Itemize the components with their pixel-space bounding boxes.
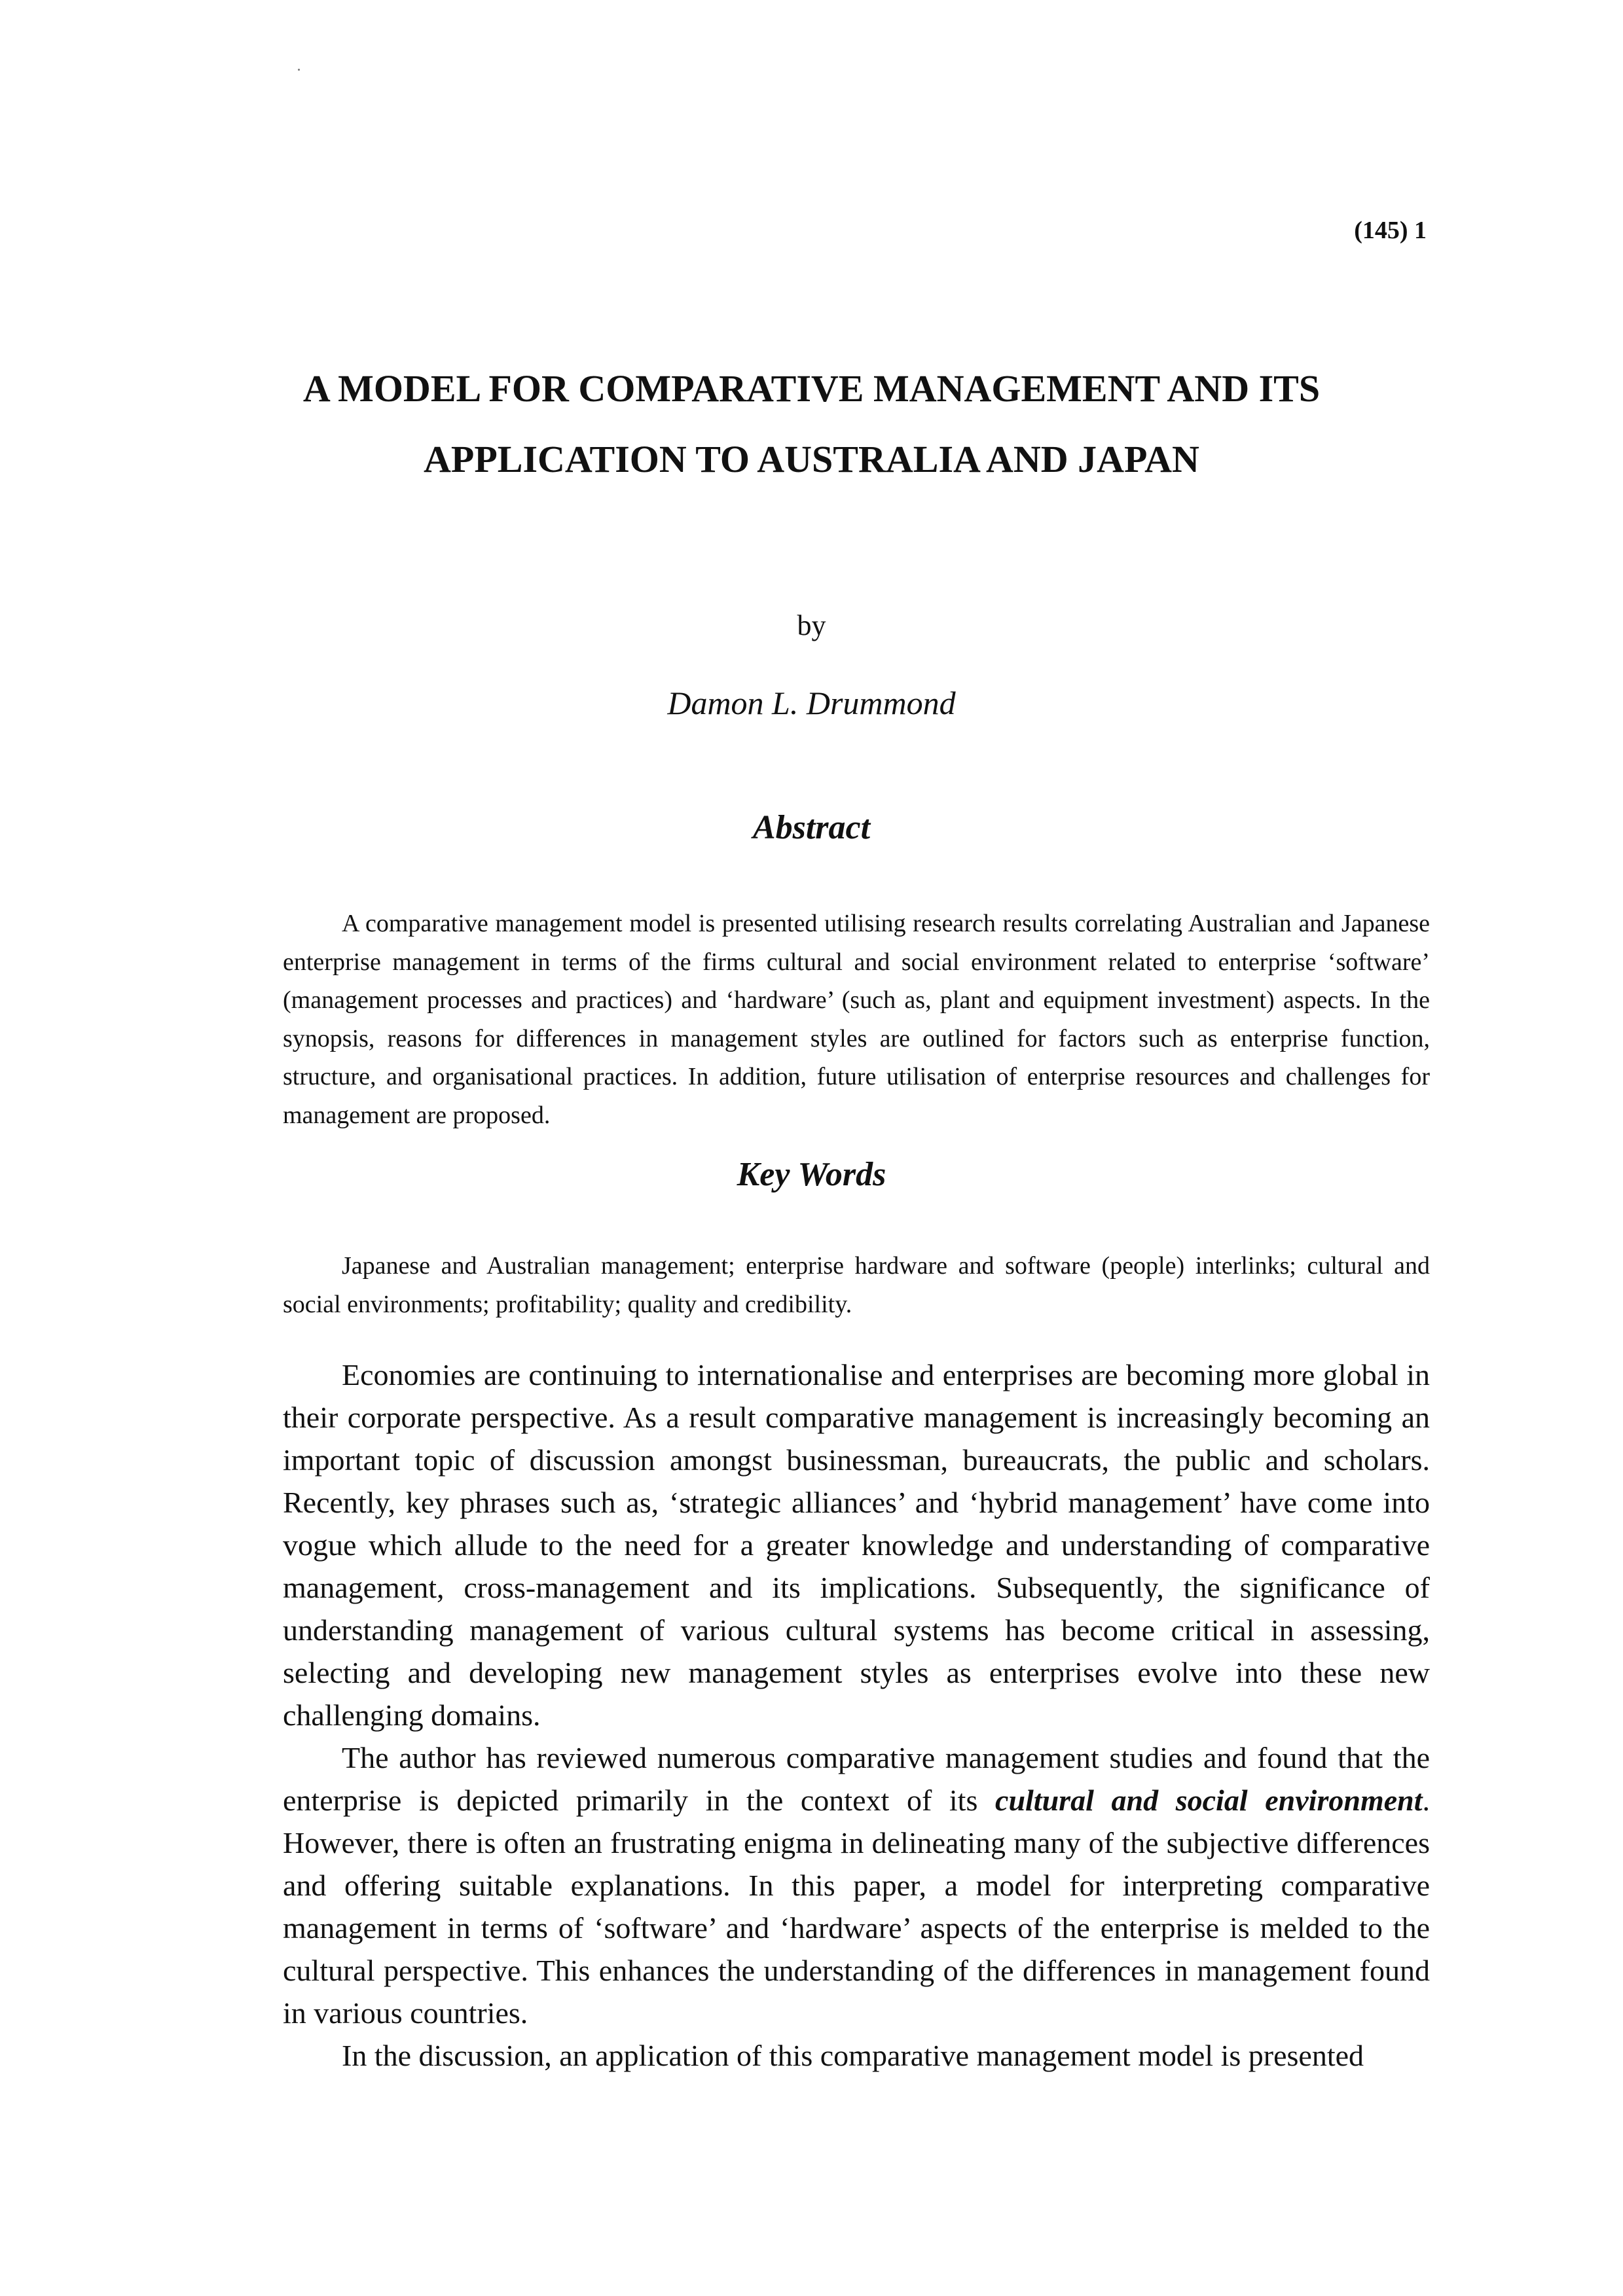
body-paragraph-3: In the discussion, an application of this comparative management model is presented [342, 2039, 1364, 2072]
body-paragraph-2-end: . However, there is often an frustrating enigma in delineating many of the subjective differences and offering suitable explanations. In this paper, a model for interpreting comparative management in terms of ‘software’ and ‘hardware’ aspects of the enterprise is melded to the cultural perspective. This enhances the understanding of the differences in management found in various countries. [283, 1784, 1431, 2030]
body-paragraph-2 [283, 1736, 1430, 2034]
abstract-text: A comparative management model is presented utilising research results correlating Australian and Japanese enterprise management in terms of the firms cultural and social environment related to enterprise ‘software’ (management processes and practices) and ‘hardware’ (such as, plant and equipment investment) aspects. In the synopsis, reasons for differences in management styles are outlined for factors such as enterprise function, structure, and organisational practices. In addition, future utilisation of enterprise resources and challenges for management are proposed. [283, 910, 1430, 1129]
author-name: Damon L. Drummond [667, 685, 956, 721]
body-paragraph-2-start: The author has reviewed numerous comparative management studies and found that the enterprise is depicted primarily in the context of its [283, 1741, 1430, 1817]
keywords-text: Japanese and Australian management; enterprise hardware and software (people) interlinks; cultural and social environments; profitability; quality and credibility. [283, 1252, 1430, 1318]
keywords-body [283, 1247, 1430, 1323]
body-text [283, 1354, 1430, 2077]
body-paragraph-1: Economies are continuing to internationalise and enterprises are becoming more global in their corporate perspective. As a result comparative management is increasingly becoming an important topic of discussion amongst businessman, bureaucrats, the public and scholars. Recently, key phrases such as, ‘strategic alliances’ and ‘hybrid management’ have come into vogue which allude to the need for a greater knowledge and understanding of comparative management, cross-management and its implications. Subsequently, the significance of understanding management of various cultural systems has become critical in assessing, selecting and developing new management styles as enterprises evolve into these new challenging domains. [283, 1358, 1430, 1732]
page-number: (145) 1 [1354, 217, 1427, 244]
title-line-2: APPLICATION TO AUSTRALIA AND JAPAN [424, 438, 1199, 480]
abstract-heading: Abstract [752, 809, 871, 846]
emphasis-cultural-social-environment: cultural and social environment [995, 1784, 1423, 1817]
paper-title [0, 353, 1623, 495]
title-line-1: A MODEL FOR COMPARATIVE MANAGEMENT AND ITS [302, 367, 1321, 410]
abstract-body [283, 905, 1430, 1134]
by-label: by [797, 609, 826, 641]
scan-speck [298, 69, 300, 71]
keywords-heading: Key Words [737, 1156, 886, 1193]
